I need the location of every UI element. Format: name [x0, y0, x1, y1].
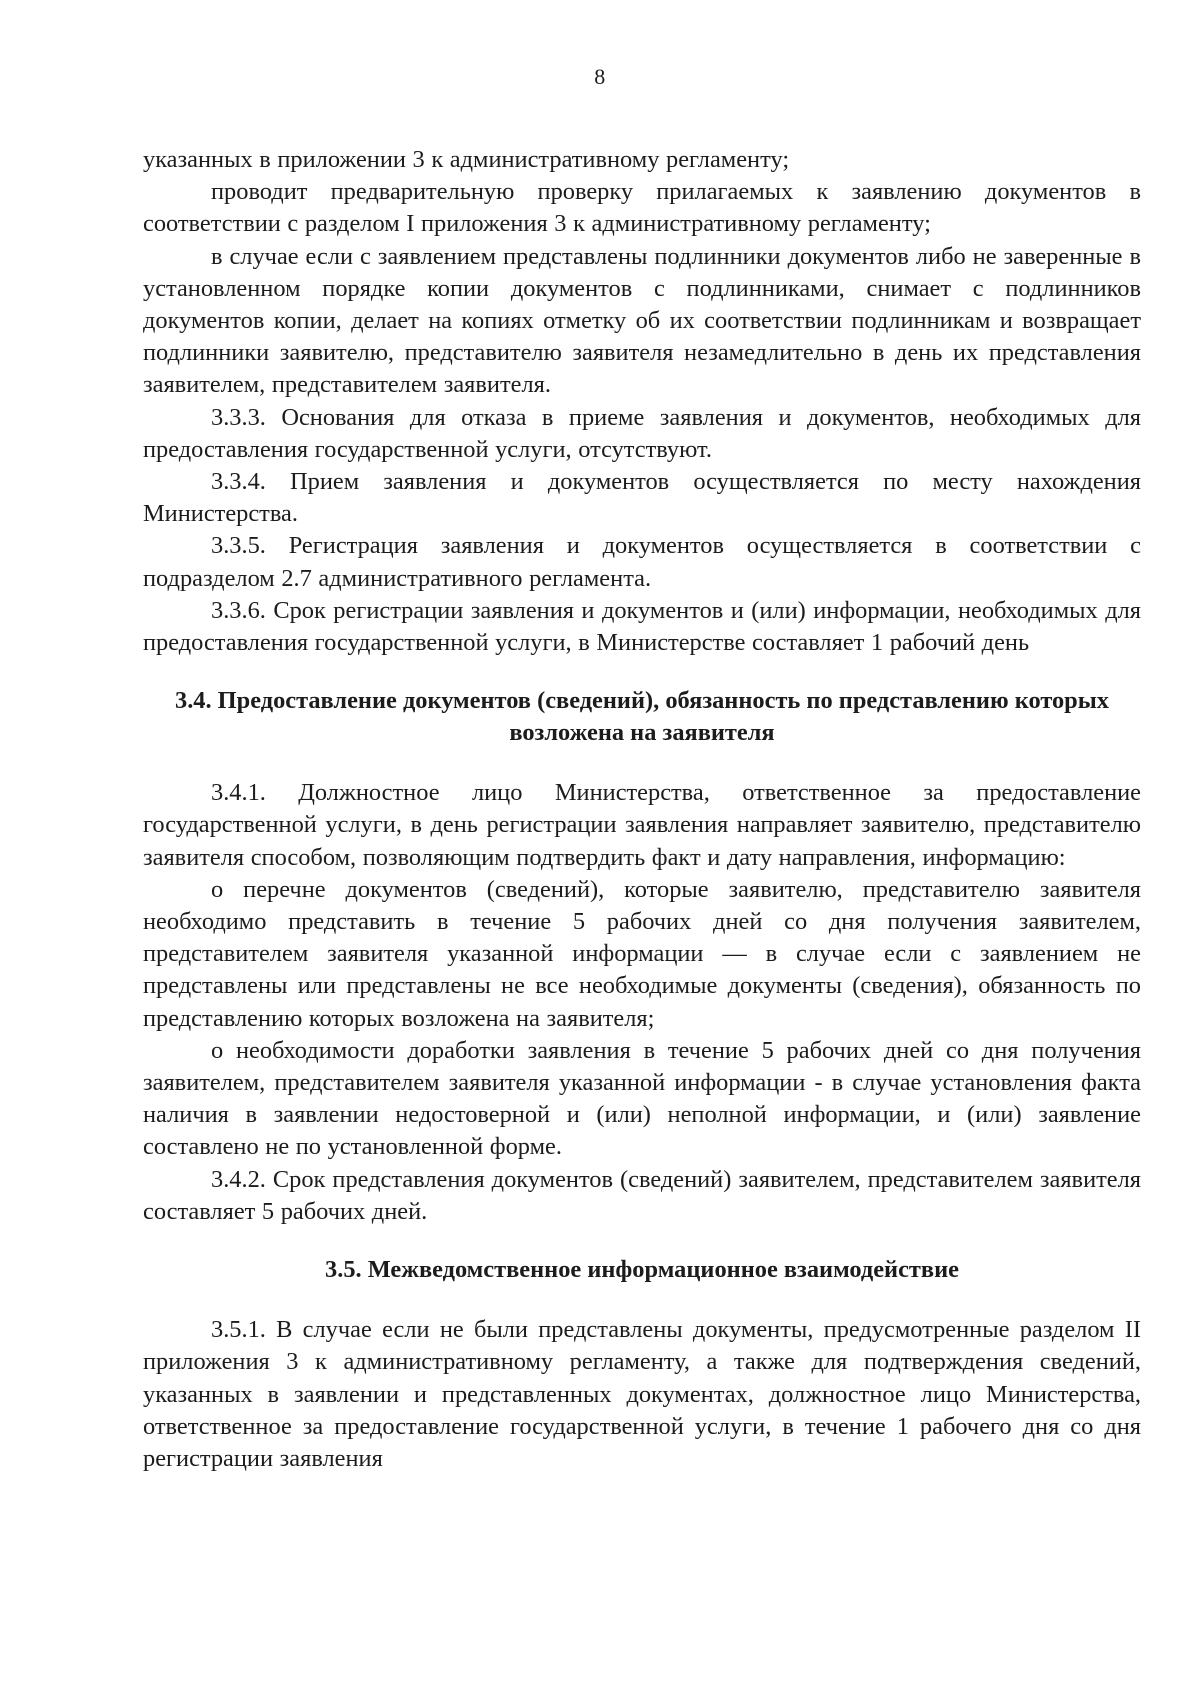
section-heading-3-4: 3.4. Предоставление документов (сведений), обязанность по представлению которых возложена на заявителя: [175, 687, 1109, 747]
page-number: 8: [594, 64, 606, 89]
paragraph-originals-copies: в случае если с заявлением представлены подлинники документов либо не заверенные в установленном порядке копии документов с подлинниками, снимает с подлинников документов копии, делает на копиях отметку об их соответствии подлинникам и возвращает подлинники заявителю, представителю заявителя незамедлительно в день их представления заявителем, представителем заявителя.: [143, 242, 1141, 399]
paragraph-document-list: о перечне документов (сведений), которые заявителю, представителю заявителя необходимо представить в течение 5 рабочих дней со дня получения заявителем, представителем заявителя указанной информации — в случае если с заявлением не представлены или представлены не все необходимые документы (сведения), обязанность по представлению которых возложена на заявителя;: [143, 875, 1141, 1032]
paragraph-continuation: указанных в приложении 3 к административному регламенту;: [143, 146, 790, 173]
paragraph-3-5-1: 3.5.1. В случае если не были представлены документы, предусмотренные разделом II приложения 3 к административному регламенту, а также для подтверждения сведений, указанных в заявлении и представленных документах, должностное лицо Министерства, ответственное за предоставление государственной услуги, в течение 1 рабочего дня со дня регистрации заявления: [143, 1316, 1141, 1472]
paragraph-preliminary-check: проводит предварительную проверку прилагаемых к заявлению документов в соответствии с разделом I приложения 3 к административному регламенту;: [143, 178, 1141, 238]
paragraph-3-3-5: 3.3.5. Регистрация заявления и документов осуществляется в соответствии с подразделом 2.7 административного регламента.: [143, 532, 1141, 592]
paragraph-3-3-4: 3.3.4. Прием заявления и документов осуществляется по месту нахождения Министерства.: [143, 468, 1141, 528]
paragraph-revision-needed: о необходимости доработки заявления в течение 5 рабочих дней со дня получения заявителем, представителем заявителя указанной информации - в случае установления факта наличия в заявлении недостоверной и (или) неполной информации, и (или) заявление составлено не по установленной форме.: [143, 1036, 1141, 1161]
document-body: [143, 144, 1141, 1475]
paragraph-3-4-1: 3.4.1. Должностное лицо Министерства, ответственное за предоставление государственной услуги, в день регистрации заявления направляет заявителю, представителю заявителя способом, позволяющим подтвердить факт и дату направления, информацию:: [143, 779, 1141, 871]
paragraph-3-4-2: 3.4.2. Срок представления документов (сведений) заявителем, представителем заявителя составляет 5 рабочих дней.: [143, 1165, 1141, 1225]
section-heading-3-5: 3.5. Межведомственное информационное взаимодействие: [325, 1256, 959, 1284]
paragraph-3-3-3: 3.3.3. Основания для отказа в приеме заявления и документов, необходимых для предоставления государственной услуги, отсутствуют.: [143, 403, 1141, 463]
paragraph-3-3-6: 3.3.6. Срок регистрации заявления и документов и (или) информации, необходимых для предоставления государственной услуги, в Министерстве составляет 1 рабочий день: [143, 596, 1141, 657]
